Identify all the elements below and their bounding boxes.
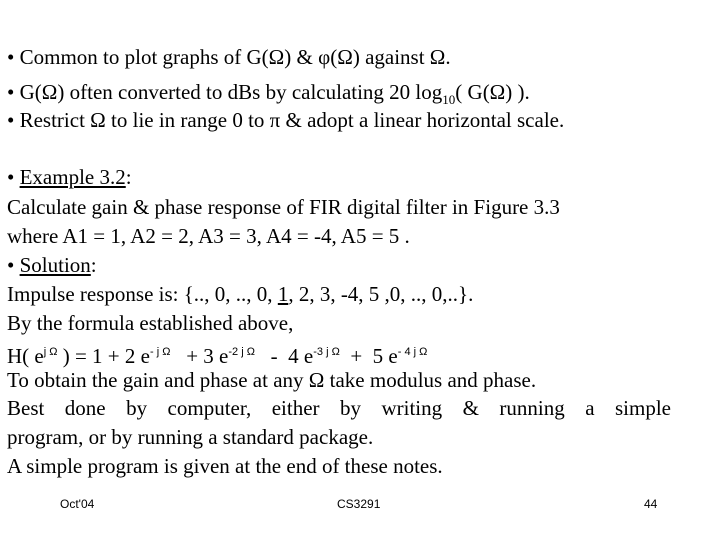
bullet-1-tail: (Ω) against Ω. bbox=[330, 45, 451, 69]
formula-intro: By the formula established above, bbox=[7, 311, 294, 335]
package-line: program, or by running a standard package. bbox=[7, 425, 374, 449]
bullet-line-3: • Restrict Ω to lie in range 0 to π & adopt a linear horizontal scale. bbox=[7, 108, 565, 132]
impulse-tail: , 2, 3, -4, 5 ,0, .., 0,..}. bbox=[288, 282, 474, 306]
phi-symbol: φ bbox=[318, 45, 331, 69]
eq-exponent-1: - j Ω bbox=[149, 346, 171, 358]
footer-course: CS3291 bbox=[337, 497, 381, 511]
example-line-2: where A1 = 1, A2 = 2, A3 = 3, A4 = -4, A5 = 5 . bbox=[7, 224, 410, 248]
impulse-origin-sample: 1 bbox=[277, 282, 289, 306]
example-label: Example 3.2 bbox=[19, 165, 126, 189]
eq-exponent-4: - 4 j Ω bbox=[397, 346, 428, 358]
eq-lhs-exponent: j Ω bbox=[43, 346, 58, 358]
bullet-2-text: • G(Ω) often converted to dBs by calculating 20 log bbox=[7, 80, 443, 104]
eq-lhs: H( e bbox=[7, 344, 44, 368]
eq-term-2: + 3 e bbox=[170, 344, 229, 368]
impulse-text: Impulse response is: {.., 0, .., 0, bbox=[7, 282, 278, 306]
solution-bullet: • bbox=[7, 253, 20, 277]
eq-term-3: - 4 e bbox=[254, 344, 314, 368]
example-line-1: Calculate gain & phase response of FIR digital filter in Figure 3.3 bbox=[7, 195, 560, 219]
program-line: A simple program is given at the end of these notes. bbox=[7, 454, 443, 478]
bullet-line-1 bbox=[7, 45, 451, 69]
bullet-2-tail: ( G(Ω) ). bbox=[455, 80, 530, 104]
gain-phase-line: To obtain the gain and phase at any Ω take modulus and phase. bbox=[7, 368, 537, 392]
footer-page-number: 44 bbox=[644, 497, 658, 511]
bullet-1-text: • Common to plot graphs of G(Ω) & bbox=[7, 45, 319, 69]
eq-exponent-3: -3 j Ω bbox=[313, 346, 340, 358]
solution-label: Solution bbox=[19, 253, 91, 277]
eq-exponent-2: -2 j Ω bbox=[228, 346, 255, 358]
eq-term-4: + 5 e bbox=[339, 344, 398, 368]
solution-heading bbox=[7, 253, 97, 277]
log-subscript: 10 bbox=[442, 92, 456, 108]
example-bullet: • bbox=[7, 165, 20, 189]
example-heading bbox=[7, 165, 132, 189]
impulse-response-line bbox=[7, 282, 473, 306]
bullet-line-2 bbox=[7, 80, 530, 108]
eq-term-1: ) = 1 + 2 e bbox=[57, 344, 150, 368]
transfer-function-equation bbox=[7, 340, 427, 368]
computer-line: Best done by computer, either by writing & running a simple bbox=[7, 396, 671, 420]
footer-date: Oct'04 bbox=[60, 497, 95, 511]
solution-colon: : bbox=[90, 253, 97, 277]
example-colon: : bbox=[125, 165, 132, 189]
